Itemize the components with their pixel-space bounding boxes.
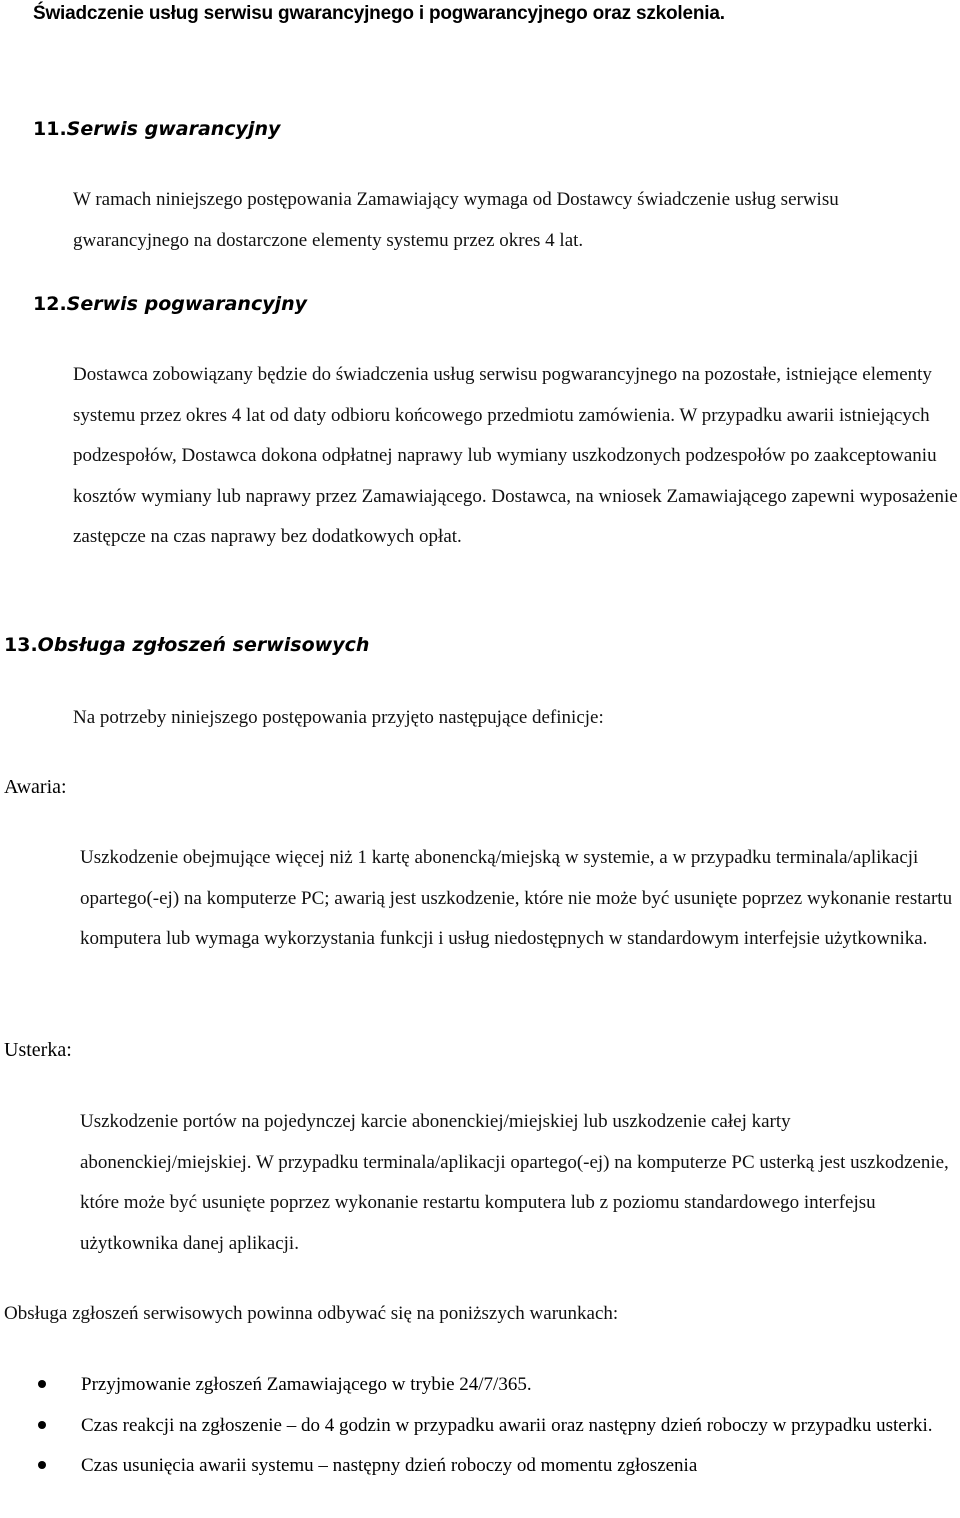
section-11-paragraph: W ramach niniejszego postępowania Zamawiający wymaga od Dostawcy świadczenie usług serwisu gwarancyjnego na dostarczone elementy systemu przez okres 4 lat. — [73, 189, 839, 251]
section-title: Serwis gwarancyjny — [66, 118, 281, 140]
definition-text-awaria: Uszkodzenie obejmujące więcej niż 1 kartę abonencką/miejską w systemie, a w przypadku terminala/aplikacji opartego(-ej) na komputerze PC; awarią jest uszkodzenie, które nie może być usunięte poprzez wykonanie restartu komputera lub wymaga wykorzystania funkcji i usług niedostępnych w standardowym interfejsie użytkownika. — [80, 847, 953, 949]
definition-term-awaria: Awaria: — [4, 776, 67, 798]
list-item-text: Czas usunięcia awarii systemu – następny dzień roboczy od momentu zgłoszenia — [81, 1455, 698, 1476]
document-title: Świadczenie usług serwisu gwarancyjnego i pogwarancyjnego oraz szkolenia. — [33, 3, 725, 24]
list-item — [0, 1365, 960, 1406]
conditions-intro: Obsługa zgłoszeń serwisowych powinna odbywać się na poniższych warunkach: — [4, 1303, 619, 1324]
definition-text-usterka: Uszkodzenie portów na pojedynczej karcie abonenckiej/miejskiej lub uszkodzenie całej karty abonenckiej/miejskiej. W przypadku terminala/aplikacji opartego(-ej) na komputerze PC usterką jest uszkodzenie, które może być usunięte poprzez wykonanie restartu komputera lub z poziomu standardowego interfejsu użytkownika danej aplikacji. — [80, 1111, 949, 1254]
section-number: 12. — [33, 293, 67, 315]
list-item — [0, 1406, 960, 1447]
list-item-text: Czas reakcji na zgłoszenie – do 4 godzin w przypadku awarii oraz następny dzień roboczy w przypadku usterki. — [81, 1414, 933, 1436]
section-12-paragraph: Dostawca zobowiązany będzie do świadczenia usług serwisu pogwarancyjnego na pozostałe, istniejące elementy systemu przez okres 4 lat od daty odbioru końcowego przedmiotu zamówienia. W przypadku awarii istniejących podzespołów, Dostawca dokona odpłatnej naprawy lub wymiany uszkodzonych podzespołów po zaakceptowaniu kosztów wymiany lub naprawy przez Zamawiającego. Dostawca, na wniosek Zamawiającego zapewni wyposażenie zastępcze na czas naprawy bez dodatkowych opłat. — [73, 364, 958, 547]
list-item-text: Przyjmowanie zgłoszeń Zamawiającego w trybie 24/7/365. — [81, 1374, 532, 1395]
bullet-icon — [38, 1380, 46, 1388]
section-title: Serwis pogwarancyjny — [66, 293, 308, 315]
conditions-list — [0, 1365, 960, 1487]
section-heading-12 — [33, 293, 307, 315]
definition-term-usterka: Usterka: — [4, 1039, 72, 1061]
section-number: 11. — [33, 118, 67, 140]
section-13-paragraph: Na potrzeby niniejszego postępowania przyjęto następujące definicje: — [73, 707, 604, 728]
bullet-icon — [38, 1421, 46, 1429]
section-heading-13 — [4, 634, 369, 656]
section-heading-11 — [33, 118, 280, 140]
list-item — [0, 1446, 960, 1487]
section-number: 13. — [4, 634, 38, 656]
bullet-icon — [38, 1461, 46, 1469]
section-title: Obsługa zgłoszeń serwisowych — [37, 634, 370, 656]
